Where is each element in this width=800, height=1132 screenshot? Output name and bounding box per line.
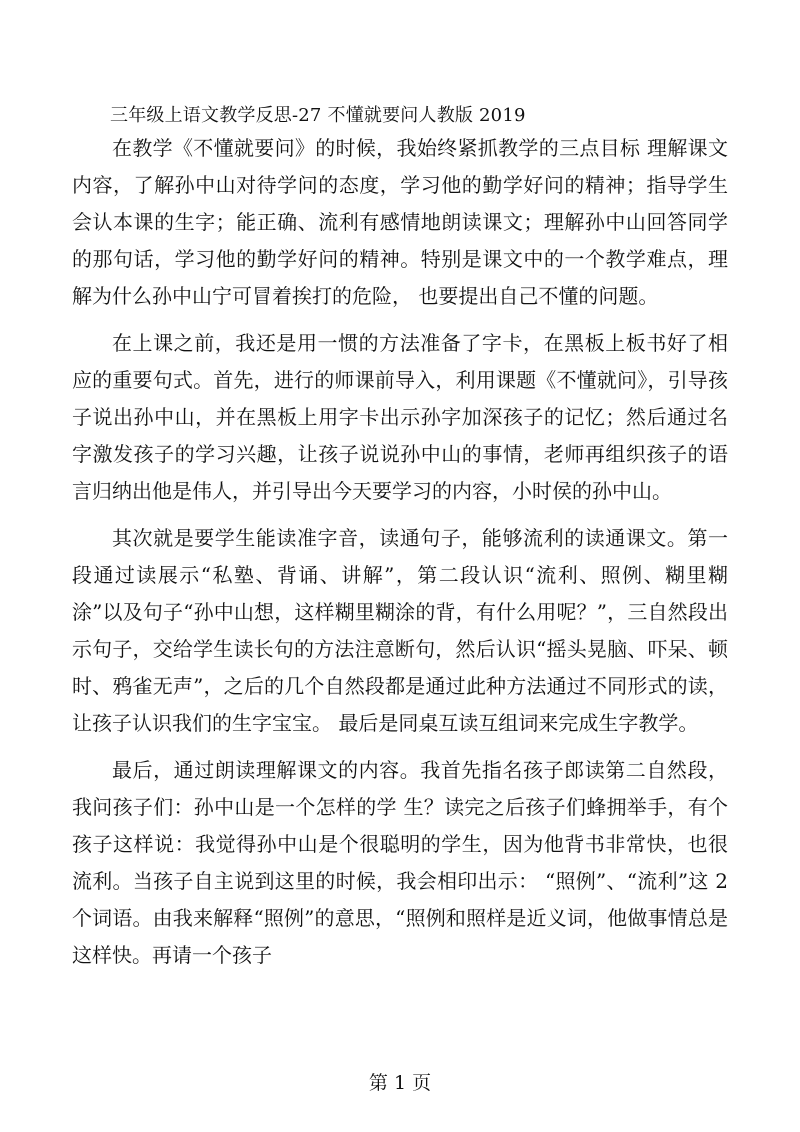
page-number: 第 1 页 — [368, 1072, 432, 1094]
document-title: 三年级上语文教学反思-27 不懂就要问人教版 2019 — [110, 105, 526, 126]
paragraph-4: 最后，通过朗读理解课文的内容。我首先指名孩子郎读第二自然段，我问孩子们：孙中山是一个怎样的学 生？读完之后孩子们蜂拥举手，有个孩子这样说：我觉得孙中山是个很聪明的学生，因为他背书非常快，也很流利。当孩子自主说到这里的时候，我会相印出示： “照例”、“流利”这 2 个词语。由我来解释“照例”的意思，“照例和照样是近义词，他做事情总是这样快。再请一个孩子 — [72, 758, 728, 967]
paragraph-2: 在上课之前，我还是用一惯的方法准备了字卡，在黑板上板书好了相应的重要句式。首先，进行的师课前导入，利用课题《不懂就问》，引导孩子说出孙中山，并在黑板上用字卡出示孙字加深孩子的记忆；然后通过名字激发孩子的学习兴趣，让孩子说说孙中山的事情，老师再组织孩子的语言归纳出他是伟人，并引导出今天要学习的内容，小时侯的孙中山。 — [72, 331, 728, 503]
paragraph-3: 其次就是要学生能读准字音，读通句子，能够流利的读通课文。第一段通过读展示“私塾、背诵、讲解”，第二段认识“流利、照例、糊里糊涂”以及句子“孙中山想，这样糊里糊涂的背，有什么用呢？”，三自然段出示句子，交给学生读长句的方法注意断句，然后认识“摇头晃脑、吓呆、顿时、鸦雀无声”，之后的几个自然段都是通过此种方法通过不同形式的读，让孩子认识我们的生字宝宝。 最后是同桌互读互组词来完成生字教学。 — [72, 526, 728, 735]
paragraph-1: 在教学《不懂就要问》的时候，我始终紧抓教学的三点目标 理解课文内容，了解孙中山对待学问的态度，学习他的勤学好问的精神；指导学生会认本课的生字；能正确、流利有感情地朗读课文；理解孙中山回答同学的那句话，学习他的勤学好问的精神。特别是课文中的一个教学难点，理解为什么孙中山宁可冒着挨打的危险， 也要提出自己不懂的问题。 — [72, 136, 728, 308]
document-body — [72, 130, 728, 984]
